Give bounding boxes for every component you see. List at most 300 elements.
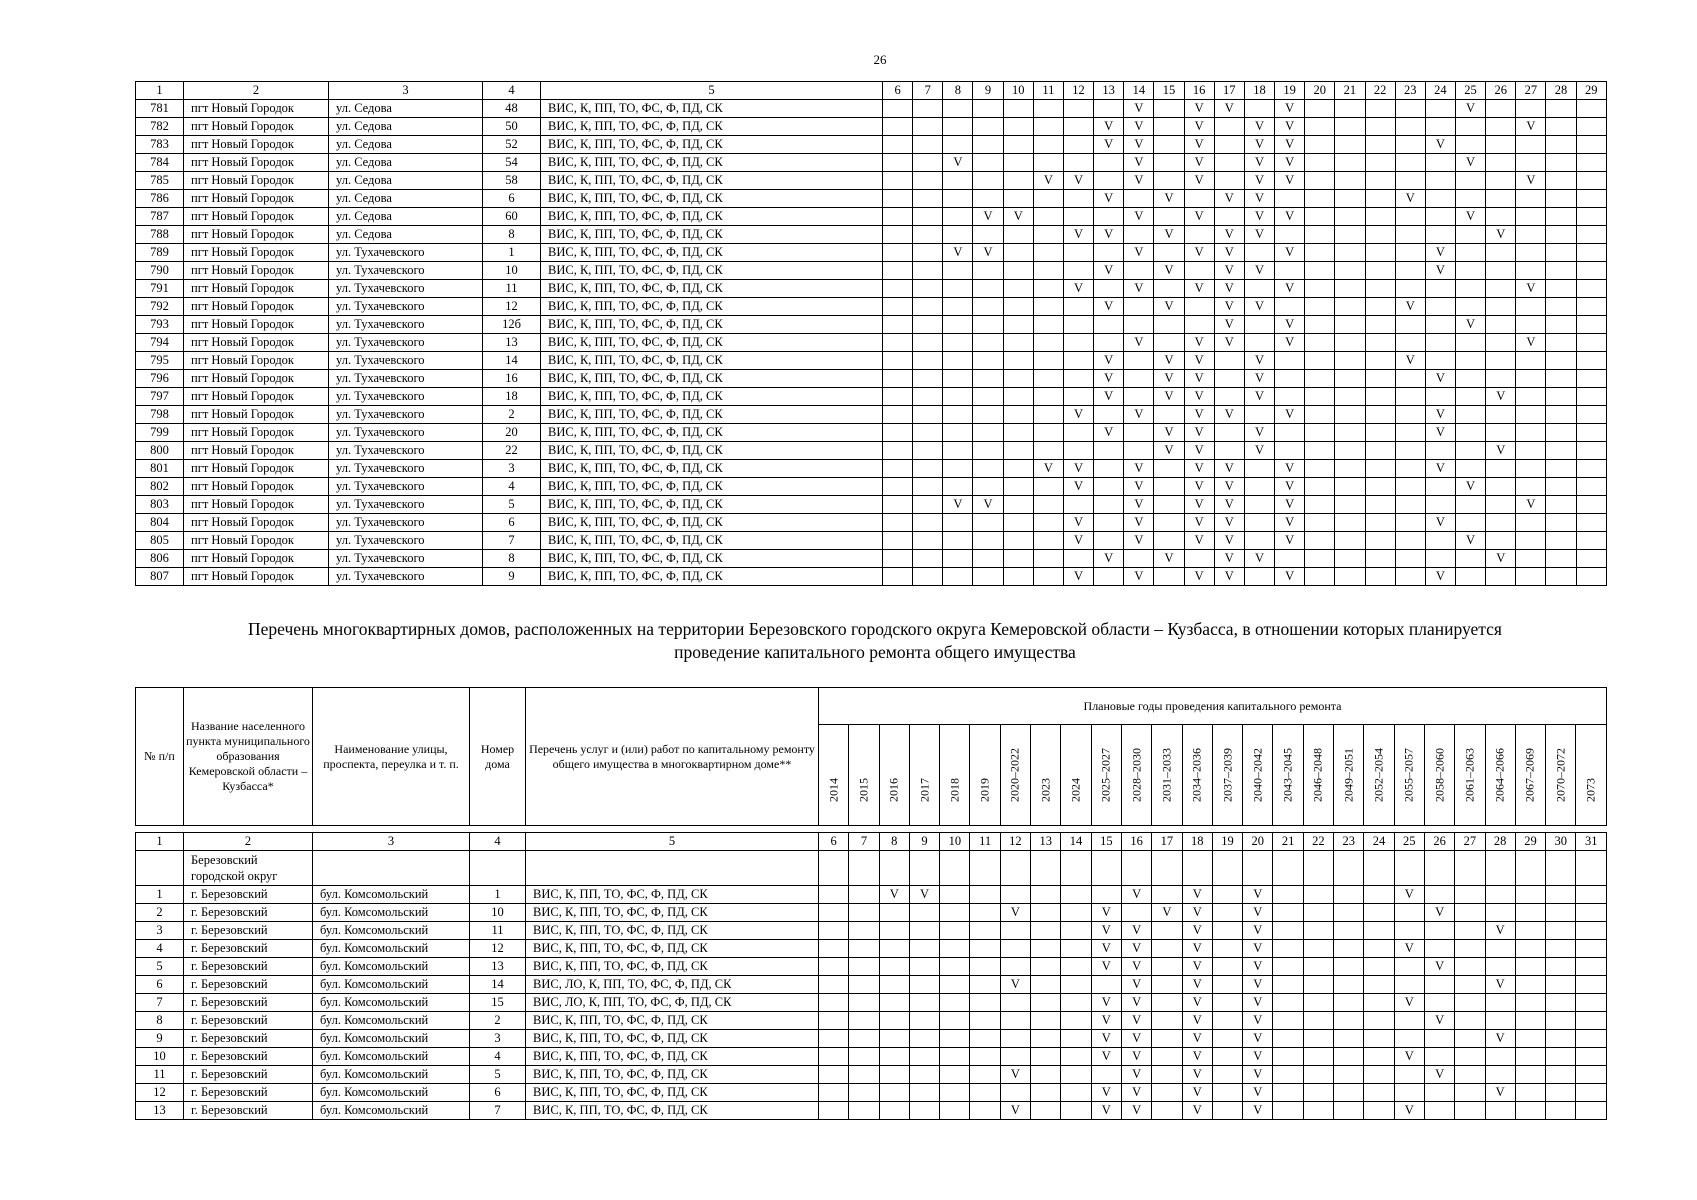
- schedule-mark: [1515, 940, 1545, 958]
- schedule-mark: V: [1244, 226, 1274, 244]
- schedule-mark: V: [1244, 190, 1274, 208]
- schedule-mark: [1576, 190, 1606, 208]
- schedule-mark: [1061, 1102, 1091, 1120]
- works-list: ВИС, К, ПП, ТО, ФС, Ф, ПД, СК: [541, 496, 883, 514]
- schedule-mark: [1305, 568, 1335, 586]
- schedule-mark: [1091, 886, 1121, 904]
- schedule-mark: [1576, 100, 1606, 118]
- settlement-name: пгт Новый Городок: [184, 478, 329, 496]
- schedule-mark: V: [1124, 568, 1154, 586]
- schedule-mark: [1546, 568, 1576, 586]
- schedule-mark: [849, 1030, 879, 1048]
- column-number: 1: [136, 833, 184, 851]
- schedule-mark: [1305, 154, 1335, 172]
- header-year-label: 2016: [886, 778, 901, 802]
- schedule-mark: [1486, 244, 1516, 262]
- schedule-mark: [940, 1102, 970, 1120]
- schedule-mark: [1033, 334, 1063, 352]
- schedule-mark: [913, 424, 943, 442]
- schedule-mark: [1424, 994, 1454, 1012]
- schedule-mark: [1305, 208, 1335, 226]
- header-year-label: 2031–2033: [1159, 748, 1174, 802]
- schedule-mark: V: [1124, 172, 1154, 190]
- schedule-mark: V: [1243, 1102, 1273, 1120]
- column-number: 14: [1124, 82, 1154, 100]
- schedule-mark: [1094, 154, 1124, 172]
- schedule-mark: [970, 1084, 1000, 1102]
- schedule-mark: [1425, 118, 1455, 136]
- schedule-mark: V: [1063, 514, 1093, 532]
- schedule-mark: [819, 976, 849, 994]
- schedule-mark: [1546, 514, 1576, 532]
- schedule-mark: V: [1275, 208, 1305, 226]
- schedule-mark: [1305, 514, 1335, 532]
- schedule-mark: V: [1275, 100, 1305, 118]
- schedule-mark: [1365, 316, 1395, 334]
- schedule-mark: V: [1455, 532, 1485, 550]
- schedule-mark: [1305, 460, 1335, 478]
- schedule-mark: [879, 1012, 909, 1030]
- street-name: ул. Тухачевского: [329, 424, 483, 442]
- schedule-mark: [883, 316, 913, 334]
- schedule-mark: V: [1184, 406, 1214, 424]
- schedule-mark: V: [1425, 370, 1455, 388]
- schedule-mark: V: [1275, 406, 1305, 424]
- schedule-mark: [1303, 940, 1333, 958]
- schedule-mark: [849, 904, 879, 922]
- table-row: [136, 244, 1607, 262]
- schedule-mark: [1395, 262, 1425, 280]
- schedule-mark: V: [1182, 940, 1212, 958]
- settlement-name: г. Березовский: [184, 958, 313, 976]
- schedule-mark: [1154, 136, 1184, 154]
- schedule-mark: [1516, 316, 1546, 334]
- table-row: [136, 1066, 1607, 1084]
- row-number: 802: [136, 478, 184, 496]
- schedule-mark: [1425, 280, 1455, 298]
- header-house: Номер дома: [470, 688, 526, 826]
- schedule-mark: [1335, 334, 1365, 352]
- schedule-mark: [1334, 1012, 1364, 1030]
- table-row: [136, 316, 1607, 334]
- schedule-mark: [970, 940, 1000, 958]
- schedule-mark: [1154, 316, 1184, 334]
- schedule-mark: V: [1154, 262, 1184, 280]
- column-number: 26: [1486, 82, 1516, 100]
- schedule-mark: [1124, 352, 1154, 370]
- schedule-mark: V: [1516, 118, 1546, 136]
- row-number: 10: [136, 1048, 184, 1066]
- schedule-mark: [1000, 1012, 1030, 1030]
- house-number: 16: [483, 370, 541, 388]
- schedule-mark: [1365, 406, 1395, 424]
- house-number: 12: [483, 298, 541, 316]
- empty-cell: [1000, 851, 1030, 886]
- house-number: 10: [483, 262, 541, 280]
- schedule-mark: [973, 190, 1003, 208]
- schedule-mark: [1334, 922, 1364, 940]
- schedule-mark: V: [1154, 424, 1184, 442]
- schedule-mark: [1486, 208, 1516, 226]
- schedule-mark: [1546, 1084, 1576, 1102]
- schedule-mark: [913, 514, 943, 532]
- schedule-mark: [1033, 118, 1063, 136]
- works-list: ВИС, К, ПП, ТО, ФС, Ф, ПД, СК: [541, 514, 883, 532]
- schedule-mark: [1303, 1030, 1333, 1048]
- settlement-name: пгт Новый Городок: [184, 568, 329, 586]
- schedule-mark: [1212, 1030, 1242, 1048]
- schedule-mark: V: [1184, 118, 1214, 136]
- header-year: [849, 725, 879, 826]
- schedule-mark: [1364, 1102, 1394, 1120]
- schedule-mark: [1214, 442, 1244, 460]
- schedule-mark: [1033, 298, 1063, 316]
- schedule-mark: [1516, 154, 1546, 172]
- schedule-mark: [940, 1084, 970, 1102]
- column-number: 7: [913, 82, 943, 100]
- schedule-mark: V: [1063, 172, 1093, 190]
- schedule-mark: [1546, 1066, 1576, 1084]
- header-year: [1515, 725, 1545, 826]
- schedule-mark: V: [1394, 1048, 1424, 1066]
- schedule-mark: [1425, 478, 1455, 496]
- schedule-mark: [1063, 298, 1093, 316]
- schedule-mark: [1212, 922, 1242, 940]
- schedule-mark: [883, 262, 913, 280]
- schedule-mark: [1546, 442, 1576, 460]
- column-number: 11: [970, 833, 1000, 851]
- schedule-mark: [1152, 958, 1182, 976]
- schedule-mark: [1335, 370, 1365, 388]
- row-number: 792: [136, 298, 184, 316]
- schedule-mark: [913, 406, 943, 424]
- street-name: бул. Комсомольский: [313, 886, 470, 904]
- schedule-mark: [1394, 1066, 1424, 1084]
- schedule-mark: [1425, 352, 1455, 370]
- schedule-mark: [1305, 406, 1335, 424]
- schedule-mark: [1094, 334, 1124, 352]
- schedule-mark: [1273, 886, 1303, 904]
- row-number: 795: [136, 352, 184, 370]
- schedule-mark: [1486, 118, 1516, 136]
- schedule-mark: [1486, 100, 1516, 118]
- schedule-mark: [913, 190, 943, 208]
- schedule-mark: [940, 1048, 970, 1066]
- schedule-mark: [909, 940, 939, 958]
- column-number: 18: [1182, 833, 1212, 851]
- schedule-mark: [1003, 190, 1033, 208]
- schedule-mark: [1094, 172, 1124, 190]
- empty-cell: [1455, 851, 1485, 886]
- schedule-mark: [1546, 154, 1576, 172]
- schedule-mark: [1335, 226, 1365, 244]
- schedule-mark: V: [1243, 1066, 1273, 1084]
- header-year: [1000, 725, 1030, 826]
- row-number: 784: [136, 154, 184, 172]
- schedule-mark: [1003, 496, 1033, 514]
- header-year-label: 2028–2030: [1129, 748, 1144, 802]
- schedule-mark: V: [1395, 190, 1425, 208]
- schedule-mark: [1273, 1030, 1303, 1048]
- row-number: 2: [136, 904, 184, 922]
- schedule-mark: [1395, 460, 1425, 478]
- schedule-mark: [879, 922, 909, 940]
- street-name: ул. Седова: [329, 100, 483, 118]
- column-number: 12: [1063, 82, 1093, 100]
- column-number: 17: [1152, 833, 1182, 851]
- schedule-mark: [943, 172, 973, 190]
- schedule-mark: [1063, 424, 1093, 442]
- schedule-mark: [1152, 1084, 1182, 1102]
- street-name: бул. Комсомольский: [313, 1084, 470, 1102]
- schedule-mark: [1244, 514, 1274, 532]
- house-number: 3: [483, 460, 541, 478]
- schedule-mark: [1334, 1066, 1364, 1084]
- house-number: 15: [470, 994, 526, 1012]
- schedule-mark: [1244, 496, 1274, 514]
- schedule-mark: [1003, 514, 1033, 532]
- schedule-mark: [1214, 352, 1244, 370]
- schedule-mark: [1425, 190, 1455, 208]
- header-year-label: 2034–2036: [1189, 748, 1204, 802]
- header-year-label: 2049–2051: [1341, 748, 1356, 802]
- schedule-mark: [1576, 154, 1606, 172]
- header-settlement: Название населенного пункта муниципального образования Кемеровской области – Кузбасса*: [184, 688, 313, 826]
- schedule-mark: [1576, 976, 1607, 994]
- schedule-mark: [1364, 994, 1394, 1012]
- schedule-mark: [1576, 532, 1606, 550]
- column-number: 30: [1546, 833, 1576, 851]
- schedule-mark: [1516, 388, 1546, 406]
- schedule-mark: [1455, 460, 1485, 478]
- schedule-mark: [1154, 532, 1184, 550]
- schedule-mark: [1395, 424, 1425, 442]
- header-year: [1152, 725, 1182, 826]
- schedule-mark: [1003, 226, 1033, 244]
- schedule-mark: [909, 976, 939, 994]
- schedule-mark: [1425, 334, 1455, 352]
- schedule-mark: [1152, 886, 1182, 904]
- schedule-mark: [1303, 1048, 1333, 1066]
- street-name: ул. Тухачевского: [329, 496, 483, 514]
- schedule-mark: [1003, 460, 1033, 478]
- schedule-mark: [1305, 550, 1335, 568]
- settlement-name: пгт Новый Городок: [184, 496, 329, 514]
- schedule-mark: [1063, 100, 1093, 118]
- house-number: 6: [483, 190, 541, 208]
- schedule-mark: [1576, 172, 1606, 190]
- street-name: ул. Тухачевского: [329, 514, 483, 532]
- schedule-mark: V: [1184, 424, 1214, 442]
- schedule-mark: [1364, 976, 1394, 994]
- column-number: 11: [1033, 82, 1063, 100]
- schedule-mark: [1515, 886, 1545, 904]
- schedule-mark: V: [1094, 136, 1124, 154]
- schedule-mark: [1365, 550, 1395, 568]
- schedule-mark: [1455, 568, 1485, 586]
- schedule-mark: [1546, 994, 1576, 1012]
- schedule-mark: [1033, 388, 1063, 406]
- schedule-mark: [1124, 424, 1154, 442]
- schedule-mark: [1365, 190, 1395, 208]
- schedule-mark: V: [1394, 940, 1424, 958]
- schedule-mark: V: [1000, 976, 1030, 994]
- schedule-mark: [1486, 262, 1516, 280]
- schedule-mark: V: [1243, 994, 1273, 1012]
- schedule-mark: [909, 958, 939, 976]
- schedule-mark: [1154, 478, 1184, 496]
- schedule-mark: V: [1182, 1048, 1212, 1066]
- schedule-mark: [1576, 994, 1607, 1012]
- schedule-mark: [1365, 136, 1395, 154]
- settlement-name: пгт Новый Городок: [184, 118, 329, 136]
- schedule-mark: [973, 118, 1003, 136]
- row-number: 5: [136, 958, 184, 976]
- settlement-name: пгт Новый Городок: [184, 424, 329, 442]
- schedule-mark: [1305, 370, 1335, 388]
- schedule-mark: [1124, 370, 1154, 388]
- schedule-mark: [1124, 262, 1154, 280]
- schedule-mark: V: [1182, 976, 1212, 994]
- schedule-mark: V: [1244, 118, 1274, 136]
- column-number: 25: [1394, 833, 1424, 851]
- header-year: [909, 725, 939, 826]
- schedule-mark: [1033, 370, 1063, 388]
- schedule-mark: [1124, 388, 1154, 406]
- schedule-mark: [883, 334, 913, 352]
- schedule-mark: [1365, 460, 1395, 478]
- schedule-mark: [940, 976, 970, 994]
- schedule-mark: V: [1394, 1102, 1424, 1120]
- works-list: ВИС, К, ПП, ТО, ФС, Ф, ПД, СК: [541, 568, 883, 586]
- schedule-mark: [1063, 316, 1093, 334]
- works-list: ВИС, К, ПП, ТО, ФС, Ф, ПД, СК: [526, 922, 819, 940]
- schedule-mark: [1000, 886, 1030, 904]
- schedule-mark: [1212, 886, 1242, 904]
- schedule-mark: [1546, 298, 1576, 316]
- street-name: ул. Седова: [329, 226, 483, 244]
- column-number: 10: [1003, 82, 1033, 100]
- schedule-mark: V: [1244, 442, 1274, 460]
- schedule-mark: [1061, 940, 1091, 958]
- column-number: 5: [541, 82, 883, 100]
- schedule-mark: V: [1091, 1048, 1121, 1066]
- schedule-mark: [913, 568, 943, 586]
- column-number: 21: [1273, 833, 1303, 851]
- schedule-mark: [1335, 478, 1365, 496]
- schedule-mark: [819, 940, 849, 958]
- schedule-mark: [943, 388, 973, 406]
- schedule-mark: [1516, 100, 1546, 118]
- schedule-mark: V: [1184, 100, 1214, 118]
- schedule-mark: [1486, 190, 1516, 208]
- schedule-mark: [1033, 136, 1063, 154]
- header-year: [1061, 725, 1091, 826]
- schedule-mark: [1576, 1012, 1607, 1030]
- schedule-mark: [973, 154, 1003, 172]
- house-number: 20: [483, 424, 541, 442]
- schedule-mark: [1546, 550, 1576, 568]
- schedule-mark: [1152, 1012, 1182, 1030]
- schedule-mark: [1305, 280, 1335, 298]
- row-number: 796: [136, 370, 184, 388]
- schedule-mark: [1063, 208, 1093, 226]
- schedule-mark: [940, 904, 970, 922]
- row-number: 800: [136, 442, 184, 460]
- schedule-mark: [1546, 370, 1576, 388]
- house-number: 5: [483, 496, 541, 514]
- schedule-mark: [1154, 100, 1184, 118]
- schedule-mark: [1214, 136, 1244, 154]
- schedule-mark: [1546, 136, 1576, 154]
- header-year: [970, 725, 1000, 826]
- schedule-mark: [1003, 442, 1033, 460]
- schedule-mark: [1516, 550, 1546, 568]
- schedule-mark: V: [1124, 532, 1154, 550]
- schedule-mark: [879, 1048, 909, 1066]
- header-year: [1424, 725, 1454, 826]
- schedule-mark: [1334, 1102, 1364, 1120]
- works-list: ВИС, К, ПП, ТО, ФС, Ф, ПД, СК: [541, 172, 883, 190]
- table-row: [136, 1030, 1607, 1048]
- schedule-mark: [940, 958, 970, 976]
- schedule-mark: [1124, 550, 1154, 568]
- settlement-name: пгт Новый Городок: [184, 262, 329, 280]
- schedule-mark: [943, 460, 973, 478]
- schedule-mark: V: [1516, 496, 1546, 514]
- schedule-mark: [849, 886, 879, 904]
- column-number: 13: [1094, 82, 1124, 100]
- schedule-mark: [1212, 1066, 1242, 1084]
- schedule-mark: [879, 994, 909, 1012]
- schedule-mark: [1576, 118, 1606, 136]
- schedule-mark: V: [1182, 886, 1212, 904]
- column-number: 22: [1365, 82, 1395, 100]
- schedule-mark: V: [1244, 370, 1274, 388]
- schedule-mark: V: [1244, 262, 1274, 280]
- schedule-mark: V: [1094, 424, 1124, 442]
- schedule-mark: [1334, 1030, 1364, 1048]
- schedule-mark: [1455, 244, 1485, 262]
- schedule-mark: [1455, 1048, 1485, 1066]
- schedule-mark: [883, 118, 913, 136]
- schedule-mark: [883, 568, 913, 586]
- schedule-mark: [913, 154, 943, 172]
- schedule-mark: [883, 532, 913, 550]
- schedule-mark: [1486, 496, 1516, 514]
- schedule-mark: [943, 226, 973, 244]
- schedule-mark: [1212, 1102, 1242, 1120]
- schedule-mark: [1335, 172, 1365, 190]
- works-list: ВИС, К, ПП, ТО, ФС, Ф, ПД, СК: [541, 442, 883, 460]
- row-number: 794: [136, 334, 184, 352]
- schedule-mark: [1031, 940, 1061, 958]
- schedule-mark: [1154, 514, 1184, 532]
- schedule-mark: V: [1243, 1048, 1273, 1066]
- schedule-mark: [1485, 1048, 1515, 1066]
- schedule-mark: [973, 262, 1003, 280]
- schedule-mark: [1546, 334, 1576, 352]
- schedule-mark: [849, 994, 879, 1012]
- header-year-label: 2024: [1068, 778, 1083, 802]
- schedule-mark: [883, 244, 913, 262]
- schedule-mark: [1455, 514, 1485, 532]
- schedule-mark: V: [1063, 568, 1093, 586]
- header-year-label: 2015: [856, 778, 871, 802]
- schedule-mark: V: [1486, 388, 1516, 406]
- schedule-mark: [1214, 388, 1244, 406]
- schedule-mark: [1576, 568, 1606, 586]
